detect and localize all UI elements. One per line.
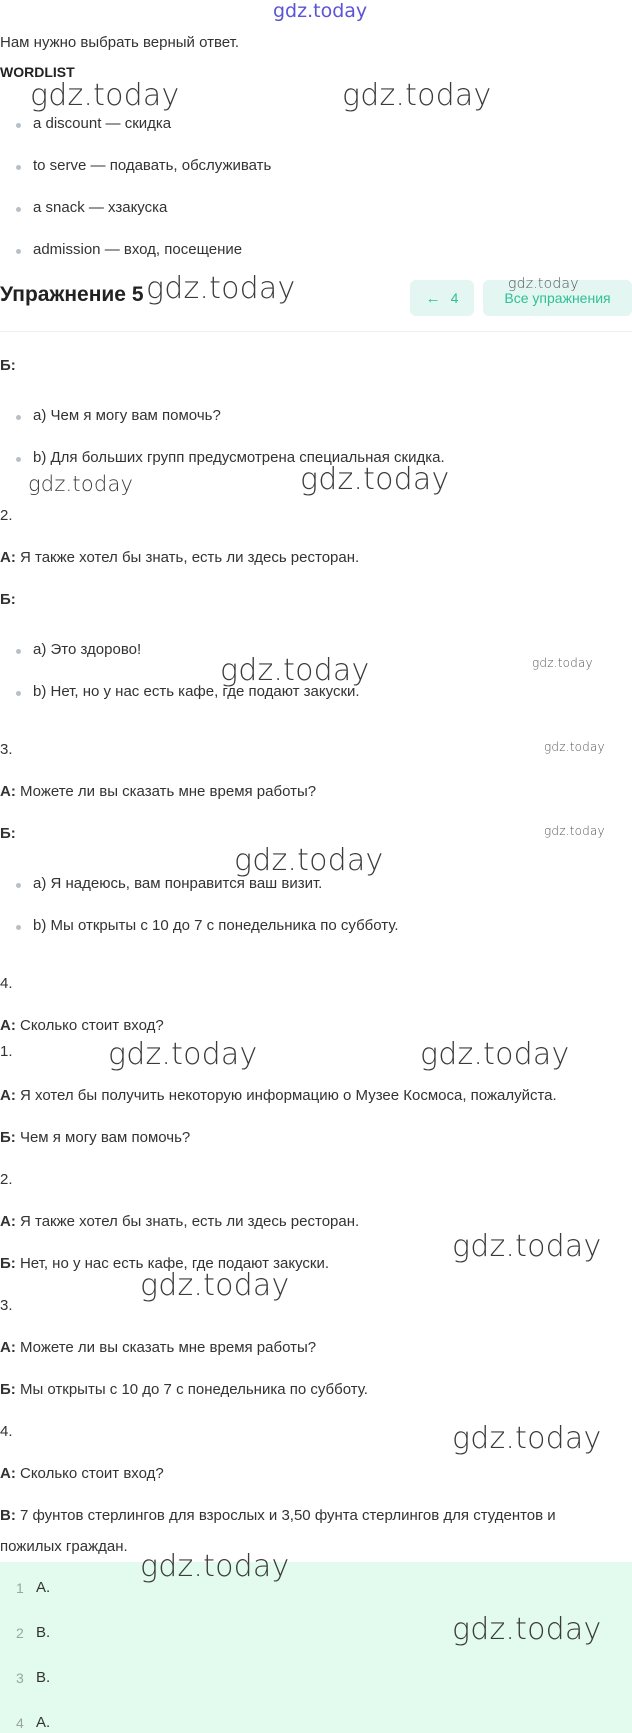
watermark: gdz.today	[508, 276, 579, 292]
dialog-line: В: 7 фунтов стерлингов для взрослых и 3,50 фунта стерлингов для студентов и	[0, 1507, 556, 1524]
watermark: gdz.today	[140, 1268, 290, 1303]
bullet-icon	[16, 457, 21, 462]
watermark: gdz.today	[452, 1612, 602, 1647]
item-number: 1.	[0, 1043, 13, 1060]
dialog-line: Б: Нет, но у нас есть кафе, где подают закуски.	[0, 1255, 330, 1272]
dialog-line-continued: пожилых граждан.	[0, 1538, 128, 1555]
wordlist-item: admission — вход, посещение	[33, 241, 243, 258]
bullet-icon	[16, 415, 21, 420]
bullet-icon	[16, 207, 21, 212]
bullet-icon	[16, 249, 21, 254]
dialog-line: Б: Мы открыты с 10 до 7 с понедельника по субботу.	[0, 1381, 368, 1398]
dialog-line: А: Можете ли вы сказать мне время работы?	[0, 1339, 317, 1356]
watermark: gdz.today	[140, 1549, 290, 1584]
answer-number: 4	[16, 1715, 24, 1731]
option-item: b) Мы открыты с 10 до 7 с понедельника по субботу.	[33, 917, 399, 934]
item-number: 2.	[0, 1171, 13, 1188]
wordlist-title: WORDLIST	[0, 64, 75, 80]
speaker-label: Б:	[0, 357, 16, 374]
dialog-line: А: Я хотел бы получить некоторую информацию о Музее Космоса, пожалуйста.	[0, 1087, 557, 1104]
option-item: а) Это здорово!	[33, 641, 142, 658]
watermark: gdz.today	[452, 1229, 602, 1264]
item-number: 4.	[0, 1423, 13, 1440]
item-number: 3.	[0, 1297, 13, 1314]
option-item: b) Нет, но у нас есть кафе, где подают закуски.	[33, 683, 360, 700]
watermark: gdz.today	[420, 1037, 570, 1072]
watermark: gdz.today	[532, 656, 593, 670]
answer-value: А.	[36, 1579, 51, 1596]
option-item: b) Для больших групп предусмотрена специальная скидка.	[33, 449, 445, 466]
answer-value: В.	[36, 1669, 51, 1686]
answer-value: В.	[36, 1624, 51, 1641]
header-divider	[0, 331, 632, 332]
watermark: gdz.today	[300, 462, 450, 497]
dialog-line: А: Сколько стоит вход?	[0, 1465, 164, 1482]
bullet-icon	[16, 123, 21, 128]
answers-block	[0, 1562, 632, 1733]
intro-text: Нам нужно выбрать верный ответ.	[0, 34, 239, 51]
dialog-line: А: Сколько стоит вход?	[0, 1017, 164, 1034]
bullet-icon	[16, 649, 21, 654]
speaker-label: Б:	[0, 591, 16, 608]
watermark: gdz.today	[544, 824, 605, 838]
wordlist-item: to serve — подавать, обслуживать	[33, 157, 272, 174]
dialog-line: А: Можете ли вы сказать мне время работы?	[0, 783, 317, 800]
watermark: gdz.today	[108, 1037, 258, 1072]
watermark: gdz.today	[28, 472, 134, 496]
item-number: 2.	[0, 507, 13, 524]
option-item: а) Чем я могу вам помочь?	[33, 407, 221, 424]
exercise-title: Упражнение 5	[0, 283, 144, 306]
bullet-icon	[16, 925, 21, 930]
watermark: gdz.today	[30, 78, 180, 113]
answer-number: 3	[16, 1670, 24, 1686]
dialog-line: А: Я также хотел бы знать, есть ли здесь ресторан.	[0, 549, 360, 566]
watermark-top: gdz.today	[273, 0, 368, 22]
bullet-icon	[16, 165, 21, 170]
dialog-line: А: Я также хотел бы знать, есть ли здесь ресторан.	[0, 1213, 360, 1230]
dialog-line: Б: Чем я могу вам помочь?	[0, 1129, 191, 1146]
arrow-left-icon: ←	[425, 289, 441, 307]
answer-number: 1	[16, 1580, 24, 1596]
wordlist-item: a snack — хзакуска	[33, 199, 168, 216]
option-item: а) Я надеюсь, вам понравится ваш визит.	[33, 875, 323, 892]
wordlist-item: a discount — скидка	[33, 115, 172, 132]
watermark: gdz.today	[234, 843, 384, 878]
watermark: gdz.today	[452, 1421, 602, 1456]
watermark: gdz.today	[220, 653, 370, 688]
item-number: 4.	[0, 975, 13, 992]
bullet-icon	[16, 883, 21, 888]
item-number: 3.	[0, 741, 13, 758]
prev-exercise-button[interactable]	[410, 280, 474, 316]
watermark: gdz.today	[544, 740, 605, 754]
speaker-label: Б:	[0, 825, 16, 842]
watermark: gdz.today	[342, 78, 492, 113]
watermark: gdz.today	[146, 271, 296, 306]
bullet-icon	[16, 691, 21, 696]
answer-number: 2	[16, 1625, 24, 1641]
prev-exercise-label: 4	[450, 290, 459, 306]
all-exercises-label: Все упражнения	[504, 290, 611, 306]
answer-value: А.	[36, 1714, 51, 1731]
